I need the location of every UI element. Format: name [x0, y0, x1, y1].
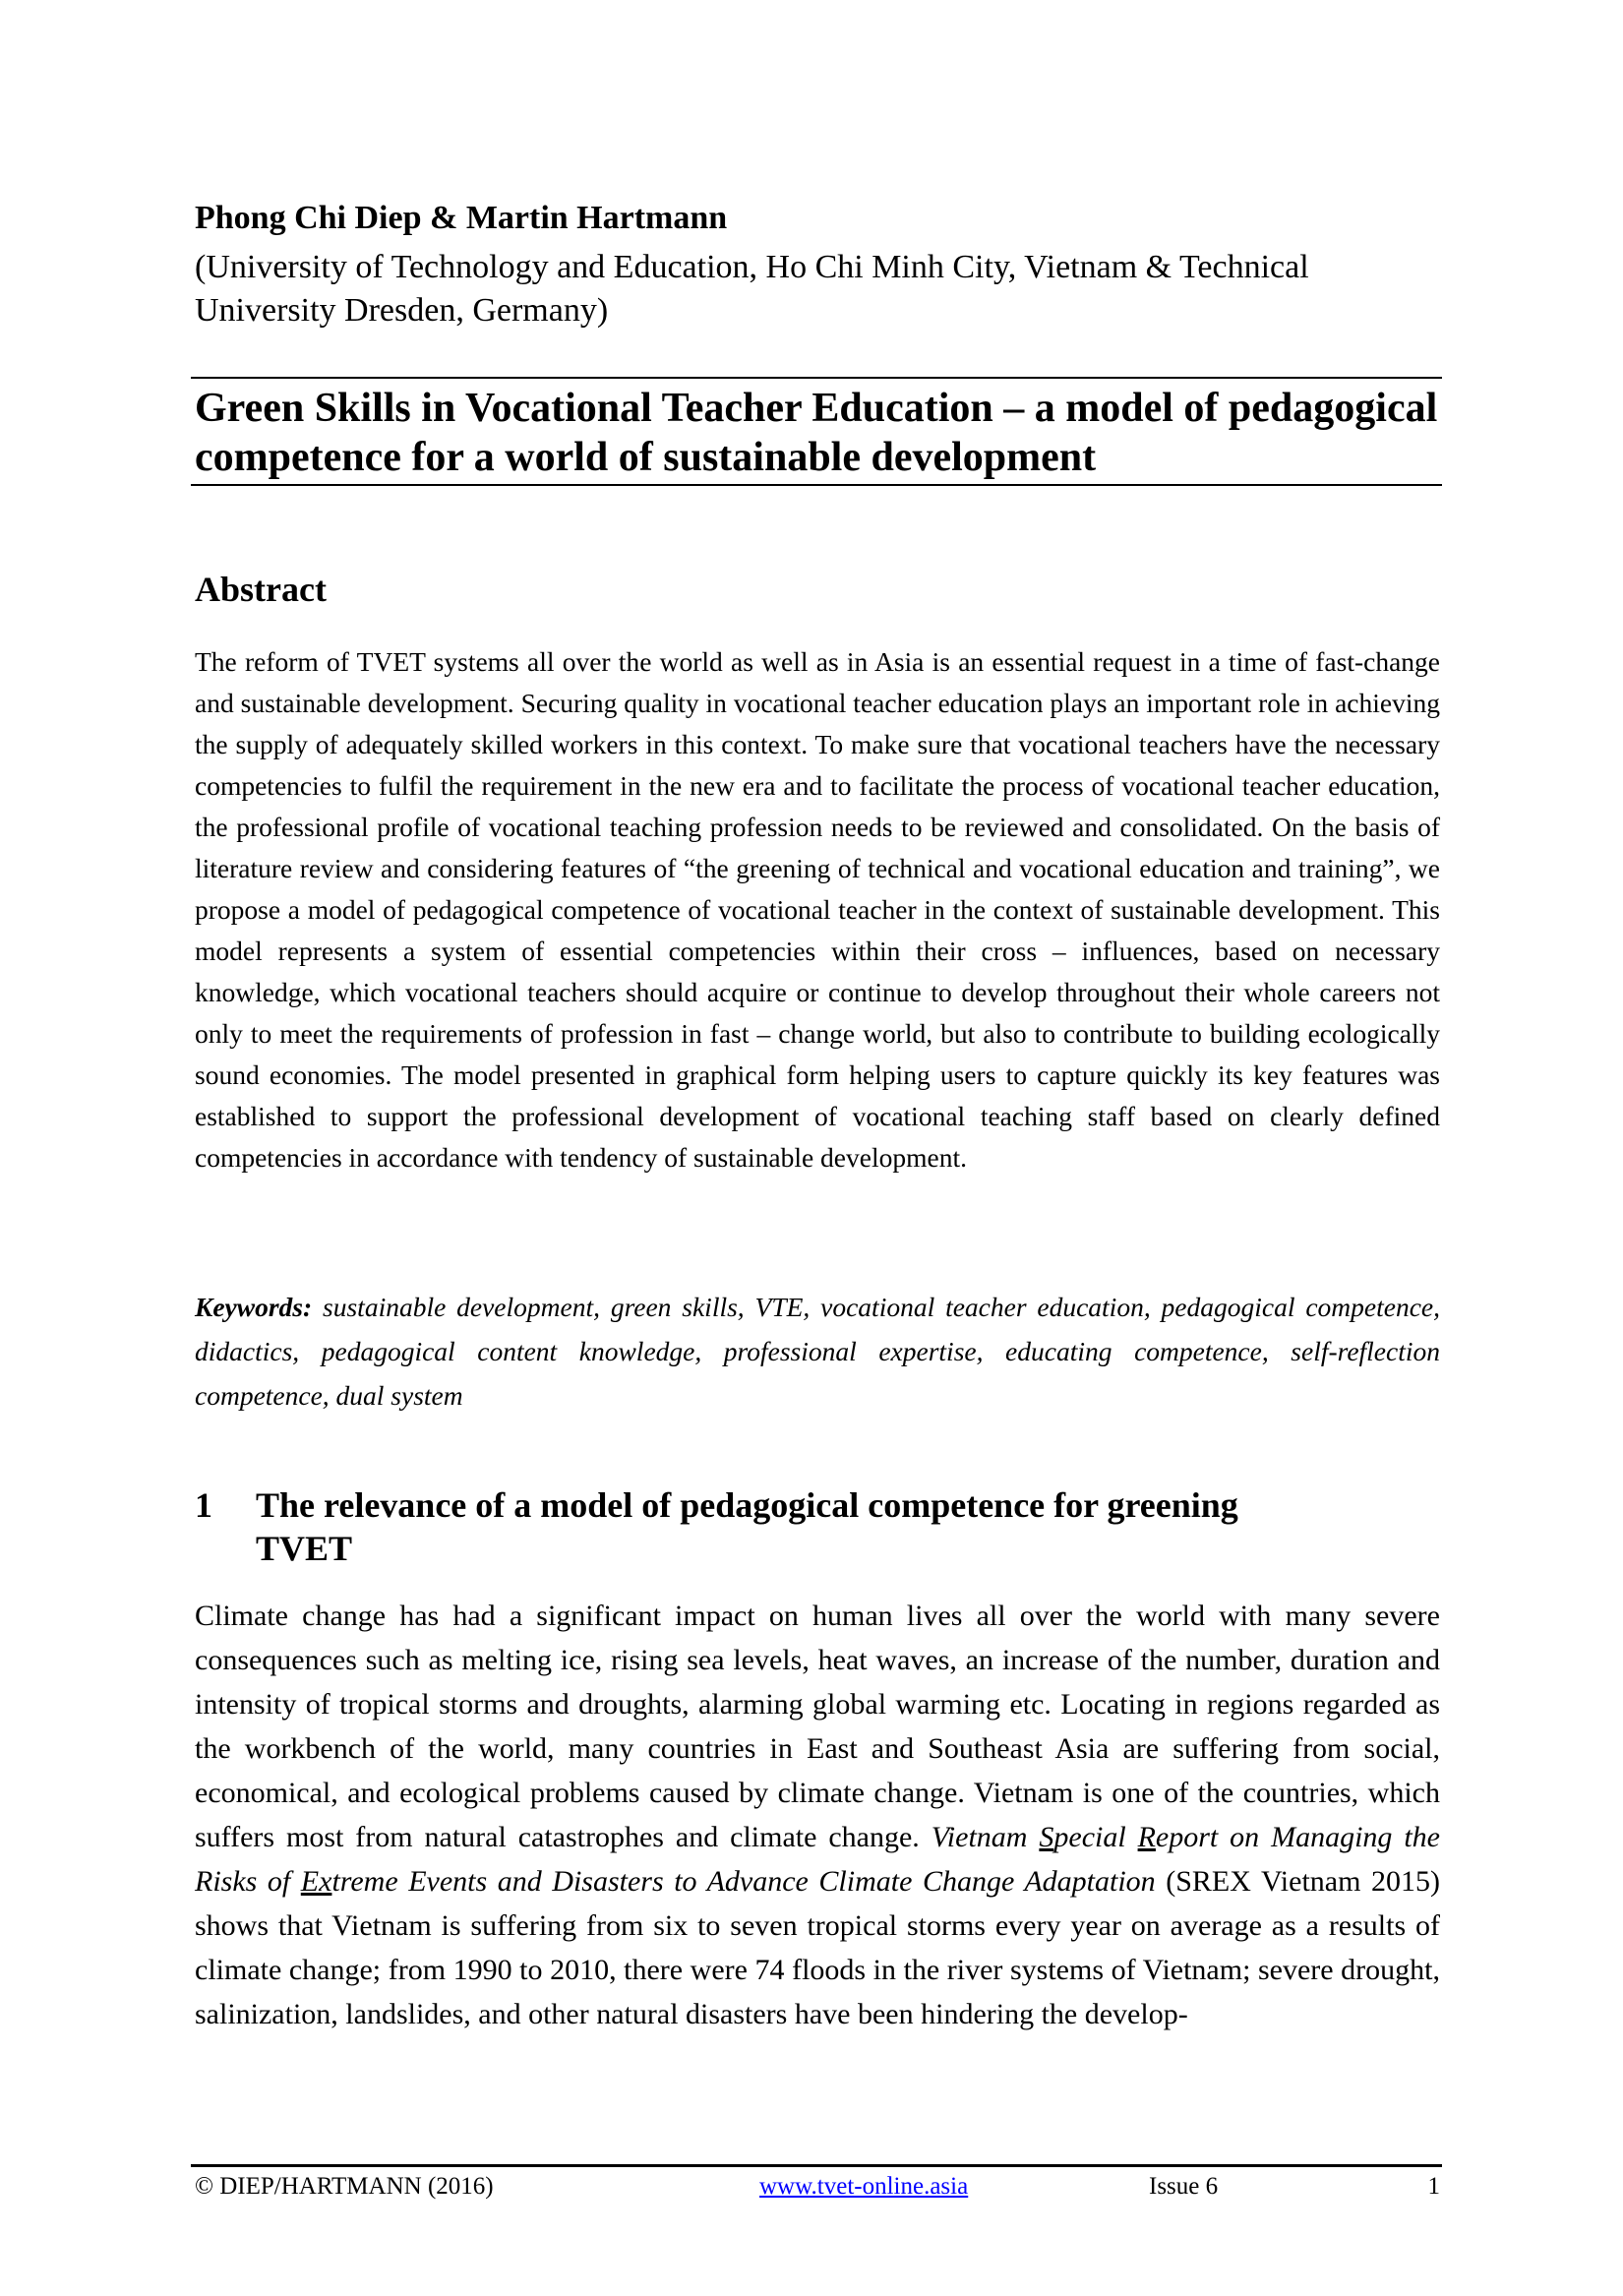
report-title: Vietnam Special Report on Managing the Risks of Extreme Events and Disasters to Advance Climate Change Adaptation: [195, 1821, 1440, 1898]
abstract-text: The reform of TVET systems all over the world as well as in Asia is an essential request in a time of fast-change and sustainable development. Securing quality in vocational teacher education plays an important role in achieving the supply of adequately skilled workers in this context. To make sure that vocational teachers have the necessary competencies to fulfil the requirement in the new era and to facilitate the process of vocational teacher education, the professional profile of vocational teaching profession needs to be reviewed and consolidated. On the basis of literature review and considering features of “the greening of technical and vocational education and training”, we propose a model of pedagogical competence of vocational teacher in the context of sustainable development. This model represents a system of essential competencies within their cross – influences, based on necessary knowledge, which vocational teachers should acquire or continue to develop throughout their whole careers not only to meet the requirements of profession in fast – change world, but also to contribute to building ecologically sound economies. The model presented in graphical form helping users to capture quickly its key features was established to support the professional development of vocational teaching staff based on clearly defined competencies in accordance with tendency of sustainable development.: [195, 646, 1440, 1173]
keywords: [195, 1285, 1440, 1418]
paragraph-text: Climate change has had a significant impact on human lives all over the world with many severe consequences such as melting ice, rising sea levels, heat waves, an increase of the number, duration and intensity of tropical storms and droughts, alarming global warming etc. Locating in regions regarded as the workbench of the world, many countries in East and Southeast Asia are suffering from social, economical, and ecological problems caused by climate change. Vietnam is one of the countries, which suffers most from natural catastrophes and climate change.: [195, 1600, 1440, 1853]
paragraph-text-cont: (SREX Vietnam 2015) shows that Vietnam is suffering from six to seven tropical storms every year on average as a results of climate change; from 1990 to 2010, there were 74 floods in the river systems of Vietnam; severe drought, salinization, landslides, and other natural disasters have been hindering the develop-: [195, 1865, 1440, 2030]
keywords-label: Keywords:: [195, 1292, 313, 1322]
footer-copyright: © DIEP/HARTMANN (2016): [195, 2173, 494, 2200]
footer-rule: [191, 2164, 1442, 2167]
section-paragraph: [195, 1594, 1440, 2036]
footer-issue: Issue 6: [1149, 2173, 1219, 2200]
title-top-rule: [191, 377, 1442, 379]
abstract-heading: Abstract: [195, 570, 327, 609]
section-title: The relevance of a model of pedagogical competence for greening TVET: [256, 1485, 1238, 1568]
affiliation: (University of Technology and Education, Ho Chi Minh City, Vietnam & Technical University Dresden, Germany): [195, 249, 1309, 329]
keywords-list: sustainable development, green skills, VTE, vocational teacher education, pedagogical competence, didactics, pedagogical content knowledge, professional expertise, educating competence, self-reflection competence, dual system: [195, 1292, 1440, 1411]
paper-title: Green Skills in Vocational Teacher Education – a model of pedagogical competence for a world of sustainable development: [195, 386, 1438, 480]
page-number: 1: [1427, 2173, 1440, 2200]
authors: Phong Chi Diep & Martin Hartmann: [195, 200, 728, 236]
title-bottom-rule: [191, 484, 1442, 486]
section-heading: [195, 1483, 1338, 1570]
section-number: 1: [195, 1485, 212, 1525]
footer-website-link[interactable]: www.tvet-online.asia: [759, 2173, 969, 2200]
